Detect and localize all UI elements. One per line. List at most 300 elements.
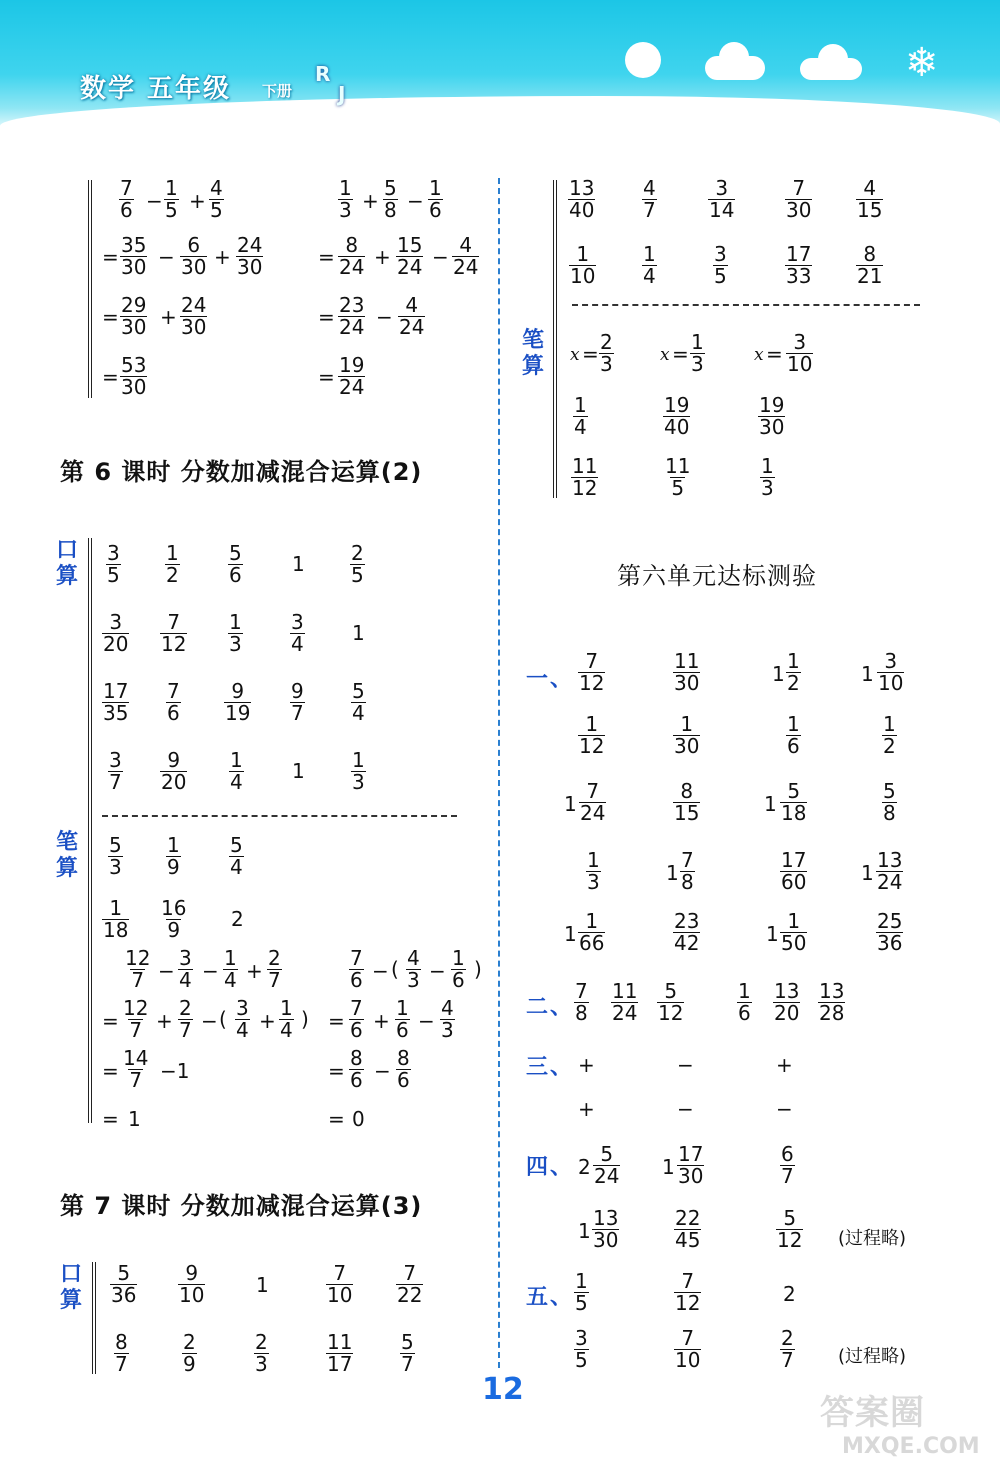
numerator: 4 [210,176,223,200]
math-symbol: 1 [861,861,874,885]
fraction [254,1332,269,1375]
section-separator [572,304,920,306]
fraction [882,714,897,757]
math-symbol: − [201,1009,218,1033]
numerator: 1 [452,946,465,970]
denominator: 30 [593,1228,619,1252]
math-symbol: 1 [578,1219,591,1243]
denominator: 8 [883,801,896,825]
fraction [818,981,845,1024]
denominator: 4 [291,632,304,656]
numerator: 8 [680,779,694,803]
numerator: 17 [781,848,807,872]
fraction [120,295,147,338]
denominator: 24 [399,315,425,339]
numerator: 8 [397,1046,410,1070]
numerator: 23 [339,293,365,317]
denominator: 15 [857,198,883,222]
denominator: 28 [819,1001,845,1025]
denominator: 24 [580,801,606,825]
denominator: 45 [675,1228,701,1252]
fraction [578,714,605,757]
fraction [351,681,366,724]
denominator: 4 [230,855,243,879]
fraction [452,235,479,278]
denominator: 4 [230,770,243,794]
math-symbol: + [156,1009,173,1033]
numerator: 2 [351,541,364,565]
math-symbol: − [776,1097,793,1121]
numerator: 2 [600,330,613,354]
denominator: 30 [121,255,147,279]
numerator: 3 [109,610,123,634]
fraction [568,178,595,221]
numerator: 1 [224,946,237,970]
denominator: 7 [129,1018,143,1042]
numerator: 19 [664,393,690,417]
numerator: 23 [674,909,700,933]
fraction [673,911,700,954]
math-symbol: x [660,345,670,365]
math-symbol: + [776,1053,793,1077]
denominator: 7 [643,198,656,222]
numerator: 15 [397,233,423,257]
numerator: 8 [115,1330,128,1354]
fraction [758,395,785,438]
denominator: 8 [681,870,694,894]
fraction [224,681,251,724]
denominator: 7 [781,1348,794,1372]
process-omitted-note: (过程略) [838,1228,907,1249]
denominator: 7 [131,968,145,992]
math-symbol: = [102,365,119,389]
math-symbol: = [102,305,119,329]
fraction [674,1271,701,1314]
fraction [178,948,193,991]
math-symbol: 1 [662,1155,675,1179]
numerator: 3 [109,748,122,772]
fraction [338,178,353,221]
fraction [160,898,187,941]
numerator: 4 [441,996,454,1020]
fraction [611,981,638,1024]
math-symbol: + [374,245,391,269]
numerator: 1 [166,541,179,565]
snowflake-icon: ❄ [905,40,939,86]
denominator: 3 [600,352,613,376]
fraction [406,948,421,991]
denominator: 9 [183,1352,196,1376]
fraction [395,998,410,1041]
numerator: 13 [569,176,595,200]
unit6-title: 第六单元达标测验 [617,562,817,590]
fraction [396,1263,423,1306]
math-symbol: + [373,1009,390,1033]
math-symbol: − [146,189,163,213]
denominator: 6 [787,734,800,758]
denominator: 7 [291,701,304,725]
numerator: 35 [121,233,147,257]
math-symbol: 0 [352,1107,365,1131]
math-symbol: = [102,1107,119,1131]
numerator: 3 [715,176,729,200]
denominator: 6 [229,563,242,587]
numerator: 11 [327,1330,353,1354]
fraction [106,543,121,586]
denominator: 7 [268,968,281,992]
numerator: 1 [339,176,352,200]
denominator: 36 [877,931,903,955]
denominator: 30 [674,671,700,695]
denominator: 12 [675,1291,701,1315]
numerator: 5 [600,1142,614,1166]
math-symbol: − [376,305,393,329]
denominator: 3 [761,476,774,500]
numerator: 5 [384,176,397,200]
denominator: 9 [167,855,180,879]
denominator: 14 [709,198,735,222]
fraction [760,456,775,499]
denominator: 24 [612,1001,638,1025]
numerator: 17 [678,1142,704,1166]
math-symbol: = [102,1059,119,1083]
math-symbol: = [318,245,335,269]
fraction [122,998,149,1041]
numerator: 11 [674,649,700,673]
fraction [786,651,801,694]
math-symbol: − [432,245,449,269]
numerator: 1 [576,242,590,266]
fraction [599,332,614,375]
numerator: 9 [167,748,181,772]
numerator: 1 [691,330,704,354]
numerator: 4 [459,233,473,257]
math-symbol: − [418,1009,435,1033]
fraction [877,651,904,694]
fraction [209,178,224,221]
section-separator [102,815,457,817]
denominator: 30 [181,315,207,339]
math-symbol: 1 [764,792,777,816]
denominator: 4 [224,968,237,992]
denominator: 5 [575,1291,588,1315]
math-symbol: = [582,342,599,366]
denominator: 9 [167,918,181,942]
numerator: 1 [738,979,751,1003]
denominator: 42 [674,931,700,955]
math-symbol: = [102,245,119,269]
math-symbol: 1 [766,922,779,946]
fraction [383,178,398,221]
denominator: 7 [179,1018,192,1042]
math-symbol: + [578,1097,595,1121]
fraction [178,998,193,1041]
fraction [780,1328,795,1371]
fraction [780,850,807,893]
numerator: 1 [167,833,180,857]
numerator: 11 [572,454,598,478]
fraction [780,1144,795,1187]
math-symbol: 1 [292,759,305,783]
numerator: 3 [714,242,727,266]
denominator: 6 [350,968,363,992]
denominator: 24 [453,255,479,279]
fraction [102,681,129,724]
math-symbol: 2 [231,907,244,931]
denominator: 17 [327,1352,353,1376]
numerator: 1 [352,748,365,772]
numerator: 2 [179,996,192,1020]
oral-calc-label: 口算 [56,538,79,589]
math-symbol: = [328,1107,345,1131]
denominator: 40 [569,198,595,222]
oral-calc-label: 口算 [60,1262,83,1313]
math-symbol: 2 [578,1155,591,1179]
fraction [593,1144,620,1187]
denominator: 6 [429,198,442,222]
math-symbol: −1 [160,1059,190,1083]
numerator: 1 [280,996,293,1020]
fraction [780,781,807,824]
denominator: 6 [350,1018,363,1042]
fraction [786,714,801,757]
denominator: 30 [759,415,785,439]
book-title: 数学 五年级 [80,74,232,104]
numerator: 12 [123,996,149,1020]
math-symbol: x [570,345,580,365]
numerator: 16 [161,896,187,920]
numerator: 14 [123,1046,149,1070]
denominator: 12 [579,671,605,695]
numerator: 1 [585,712,599,736]
denominator: 5 [671,476,685,500]
fraction [876,850,903,893]
fraction [120,235,147,278]
fraction [396,1048,411,1091]
math-symbol: 1 [772,662,785,686]
denominator: 10 [787,352,813,376]
written-calc-label: 笔算 [56,830,79,881]
math-symbol: − [158,959,175,983]
denominator: 5 [575,1348,588,1372]
math-symbol: + [189,189,206,213]
math-symbol: 、 [550,1055,573,1080]
math-symbol: − [158,245,175,269]
fraction [182,1332,197,1375]
denominator: 12 [658,1001,684,1025]
numerator: 7 [167,679,180,703]
fraction [290,612,305,655]
fraction [228,612,243,655]
math-symbol: 五 [526,1285,549,1310]
denominator: 30 [121,315,147,339]
denominator: 6 [120,198,133,222]
denominator: 3 [587,870,600,894]
denominator: 5 [107,563,120,587]
denominator: 18 [781,801,807,825]
denominator: 4 [179,968,192,992]
denominator: 4 [352,701,365,725]
denominator: 5 [351,563,364,587]
math-symbol: x [754,345,764,365]
denominator: 30 [786,198,812,222]
numerator: 7 [575,979,588,1003]
lesson7-title: 第 7 课时 分数加减混合运算(3) [60,1192,423,1220]
math-symbol: 四 [526,1155,549,1180]
numerator: 7 [681,848,694,872]
denominator: 3 [441,1018,454,1042]
math-symbol: 一 [526,667,549,692]
numerator: 1 [230,748,243,772]
numerator: 13 [593,1206,619,1230]
denominator: 24 [877,870,903,894]
fraction [160,750,187,793]
denominator: 24 [397,255,423,279]
fraction [326,1332,353,1375]
numerator: 2 [781,1326,794,1350]
fraction [674,1208,701,1251]
numerator: 9 [291,679,304,703]
fraction [166,681,181,724]
math-symbol: 1 [564,922,577,946]
fraction [674,1328,701,1371]
math-symbol: ) [474,957,482,981]
numerator: 7 [120,176,133,200]
math-symbol: = [328,1059,345,1083]
denominator: 3 [352,770,365,794]
denominator: 35 [103,701,129,725]
denominator: 4 [574,415,587,439]
numerator: 29 [121,293,147,317]
numerator: 5 [783,1206,797,1230]
math-symbol: − [407,189,424,213]
math-symbol: + [578,1053,595,1077]
fraction [235,998,250,1041]
fraction [428,178,443,221]
math-symbol: ( [391,957,399,981]
math-symbol: − [429,959,446,983]
fraction [338,235,365,278]
fraction [119,178,134,221]
watermark-logo: 答案圈 [820,1393,925,1433]
fraction [338,355,365,398]
numerator: 24 [181,293,207,317]
fraction [574,1271,589,1314]
numerator: 1 [229,610,242,634]
fraction [882,781,897,824]
fraction [122,1048,149,1091]
numerator: 4 [405,293,419,317]
denominator: 5 [714,264,727,288]
fraction [573,395,588,438]
fraction [398,295,425,338]
fraction [326,1263,353,1306]
fraction [180,235,207,278]
numerator: 12 [125,946,151,970]
numerator: 11 [665,454,691,478]
denominator: 7 [401,1352,414,1376]
math-symbol: 1 [256,1273,269,1297]
numerator: 2 [268,946,281,970]
numerator: 7 [792,176,806,200]
fraction [579,781,606,824]
numerator: 4 [643,176,656,200]
numerator: 6 [187,233,201,257]
numerator: 13 [819,979,845,1003]
numerator: 1 [574,393,587,417]
rain-cloud-icon [800,44,862,88]
fraction [290,681,305,724]
numerator: 1 [787,712,800,736]
fraction [586,850,601,893]
denominator: 20 [774,1001,800,1025]
fraction [780,911,807,954]
denominator: 12 [579,734,605,758]
denominator: 24 [339,255,365,279]
fraction [396,235,423,278]
denominator: 8 [384,198,397,222]
fraction [349,1048,364,1091]
math-symbol: 1 [128,1107,141,1131]
fraction [673,781,700,824]
lesson7-bar [92,1262,96,1374]
math-symbol: 、 [550,1285,573,1310]
numerator: 17 [786,242,812,266]
numerator: 13 [774,979,800,1003]
numerator: 3 [575,1326,588,1350]
math-symbol: + [259,1009,276,1033]
fraction [236,235,263,278]
numerator: 1 [585,909,599,933]
fraction [114,1332,129,1375]
fraction [229,750,244,793]
numerator: 3 [107,541,120,565]
denominator: 12 [161,632,187,656]
numerator: 7 [333,1261,347,1285]
denominator: 3 [691,352,704,376]
denominator: 21 [857,264,883,288]
numerator: 5 [230,833,243,857]
numerator: 5 [352,679,365,703]
denominator: 6 [350,1068,363,1092]
numerator: 1 [761,454,774,478]
fraction [876,911,903,954]
numerator: 17 [103,679,129,703]
math-symbol: − [202,959,219,983]
fraction [664,456,691,499]
numerator: 7 [350,946,363,970]
numerator: 1 [787,909,801,933]
math-symbol: 1 [352,621,365,645]
fraction [578,911,605,954]
calc-bar [88,180,92,398]
numerator: 7 [350,996,363,1020]
numerator: 7 [586,779,600,803]
numerator: 25 [877,909,903,933]
fraction [856,178,883,221]
fraction [642,244,657,287]
denominator: 66 [579,931,605,955]
numerator: 13 [877,848,903,872]
numerator: 1 [680,712,694,736]
sun-icon [625,42,661,78]
fraction [440,998,455,1041]
denominator: 2 [166,563,179,587]
lesson6-title: 第 6 课时 分数加减混合运算(2) [60,458,423,486]
written-calc-label: 笔算 [522,328,545,379]
math-symbol: 1 [666,861,679,885]
fraction [164,178,179,221]
